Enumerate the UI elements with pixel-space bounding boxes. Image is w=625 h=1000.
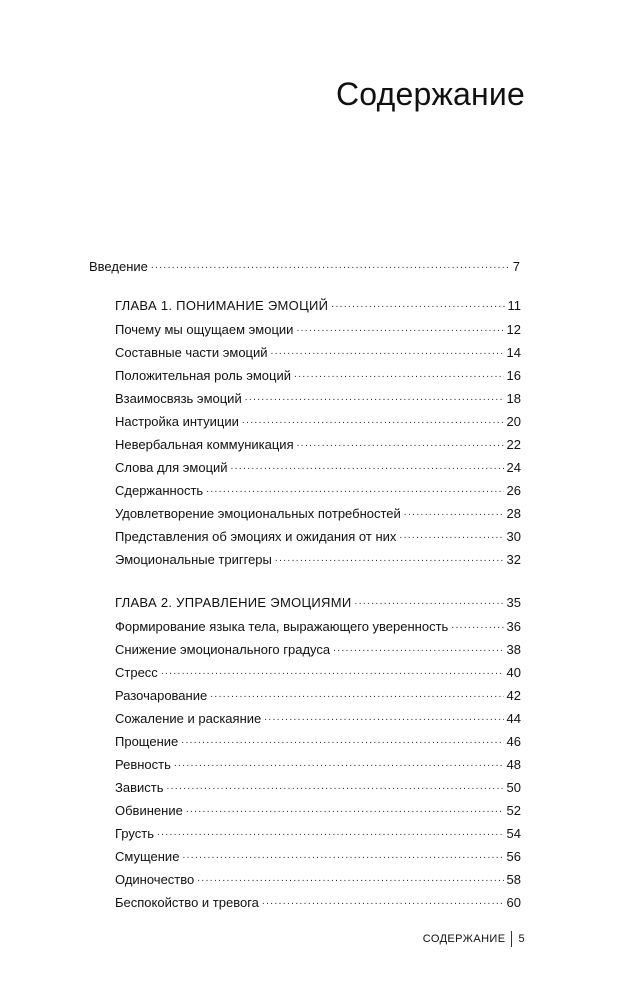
toc-entry-page: 26 [506, 483, 521, 498]
dot-leader [166, 776, 503, 794]
toc-entry [115, 756, 521, 774]
toc-entry-page: 56 [506, 849, 521, 864]
dot-leader [275, 548, 504, 566]
toc-entry-page: 46 [506, 734, 521, 749]
dot-leader [399, 525, 503, 543]
dot-leader [264, 707, 503, 725]
chapter-title: ГЛАВА 1. ПОНИМАНИЕ ЭМОЦИЙ [115, 298, 329, 313]
toc-entry [115, 367, 521, 385]
toc-entry [115, 618, 521, 636]
toc-entry-label: Представления об эмоциях и ожидания от них [115, 529, 397, 544]
dot-leader [245, 387, 504, 405]
toc-entry [115, 321, 521, 339]
toc-entry-label: Удовлетворение эмоциональных потребностей [115, 506, 401, 521]
dot-leader [451, 615, 503, 633]
toc-entry-intro [89, 258, 520, 276]
footer-divider [511, 931, 512, 947]
toc-entry [115, 687, 521, 705]
toc-entry-label: Зависть [115, 780, 164, 795]
toc-entry [115, 894, 521, 912]
toc-entry [115, 641, 521, 659]
toc-entry [115, 710, 521, 728]
toc-entry-label: Сожаление и раскаяние [115, 711, 262, 726]
dot-leader [404, 502, 504, 520]
toc-entry [115, 871, 521, 889]
toc-entry [115, 482, 521, 500]
toc-entry [115, 390, 521, 408]
toc-entry-page: 11 [507, 298, 521, 313]
toc-entry-page: 32 [506, 552, 521, 567]
dot-leader [294, 364, 504, 382]
toc-entry-label: Формирование языка тела, выражающего уверенность [115, 619, 449, 634]
toc-entry-page: 18 [506, 391, 521, 406]
toc-entry-label: Слова для эмоций [115, 460, 228, 475]
toc-entry [115, 848, 521, 866]
toc-entry-label: Стресс [115, 665, 158, 680]
toc-entry-label: Взаимосвязь эмоций [115, 391, 242, 406]
toc-entry-label: Сдержанность [115, 483, 204, 498]
dot-leader [262, 891, 504, 909]
page-title: Содержание [335, 76, 525, 112]
toc-entry-label: Снижение эмоционального градуса [115, 642, 331, 657]
page-number: 5 [518, 933, 525, 945]
dot-leader [161, 661, 504, 679]
toc-entry [115, 436, 521, 454]
dot-leader [210, 684, 503, 702]
toc-entry [115, 664, 521, 682]
toc-entry-label: Эмоциональные триггеры [115, 552, 272, 567]
toc-chapter-1 [115, 297, 521, 315]
toc-entry [115, 825, 521, 843]
page-footer [423, 931, 525, 947]
toc-entry-page: 14 [506, 345, 521, 360]
toc-entry-label: Одиночество [115, 872, 195, 887]
toc-entry-label: Смущение [115, 849, 180, 864]
toc-entry-page: 36 [506, 619, 521, 634]
toc-entry-page: 50 [506, 780, 521, 795]
toc-entry-label: Введение [89, 259, 148, 274]
dot-leader [181, 730, 503, 748]
toc-entry [115, 802, 521, 820]
toc-entry-page: 60 [506, 895, 521, 910]
toc-entry-label: Разочарование [115, 688, 208, 703]
dot-leader [296, 318, 503, 336]
dot-leader [297, 433, 504, 451]
toc-entry-label: Почему мы ощущаем эмоции [115, 322, 294, 337]
dot-leader [231, 456, 504, 474]
toc-entry-page: 24 [506, 460, 521, 475]
toc-entry-label: Ревность [115, 757, 171, 772]
toc-entry-label: Невербальная коммуникация [115, 437, 294, 452]
toc-entry-page: 30 [506, 529, 521, 544]
toc-entry-label: Положительная роль эмоций [115, 368, 292, 383]
dot-leader [157, 822, 504, 840]
running-head: СОДЕРЖАНИЕ [422, 933, 506, 945]
toc-entry [115, 779, 521, 797]
toc-entry-page: 58 [506, 872, 521, 887]
toc-entry-label: Обвинение [115, 803, 183, 818]
toc-entry-label: Беспокойство и тревога [115, 895, 259, 910]
toc-chapter-2 [115, 594, 521, 612]
toc-entry-page: 35 [506, 595, 521, 610]
toc-entry-label: Составные части эмоций [115, 345, 268, 360]
toc-entry-page: 54 [506, 826, 521, 841]
toc-entry-page: 52 [506, 803, 521, 818]
toc-entry-page: 16 [506, 368, 521, 383]
dot-leader [242, 410, 504, 428]
toc-entry-label: Грусть [115, 826, 154, 841]
dot-leader [182, 845, 503, 863]
toc-entry-label: Настройка интуиции [115, 414, 239, 429]
dot-leader [271, 341, 504, 359]
dot-leader [206, 479, 503, 497]
toc-entry [115, 505, 521, 523]
toc-entry [115, 459, 521, 477]
toc-entry [115, 344, 521, 362]
dot-leader [151, 255, 510, 273]
toc-entry-page: 22 [506, 437, 521, 452]
toc-entry-page: 40 [506, 665, 521, 680]
chapter-title: ГЛАВА 2. УПРАВЛЕНИЕ ЭМОЦИЯМИ [115, 595, 352, 610]
dot-leader [186, 799, 504, 817]
dot-leader [331, 294, 504, 312]
toc-entry-page: 20 [506, 414, 521, 429]
toc-entry-page: 44 [506, 711, 521, 726]
toc-entry-page: 12 [506, 322, 521, 337]
toc-entry [115, 551, 521, 569]
toc-entry-page: 28 [506, 506, 521, 521]
dot-leader [355, 591, 504, 609]
toc-entry-page: 42 [506, 688, 521, 703]
toc-entry [115, 733, 521, 751]
toc-entry-page: 48 [506, 757, 521, 772]
toc-entry-label: Прощение [115, 734, 179, 749]
toc-entry-page: 38 [506, 642, 521, 657]
toc-entry [115, 528, 521, 546]
dot-leader [174, 753, 504, 771]
toc-entry [115, 413, 521, 431]
dot-leader [333, 638, 503, 656]
dot-leader [197, 868, 503, 886]
toc-entry-page: 7 [512, 259, 520, 274]
